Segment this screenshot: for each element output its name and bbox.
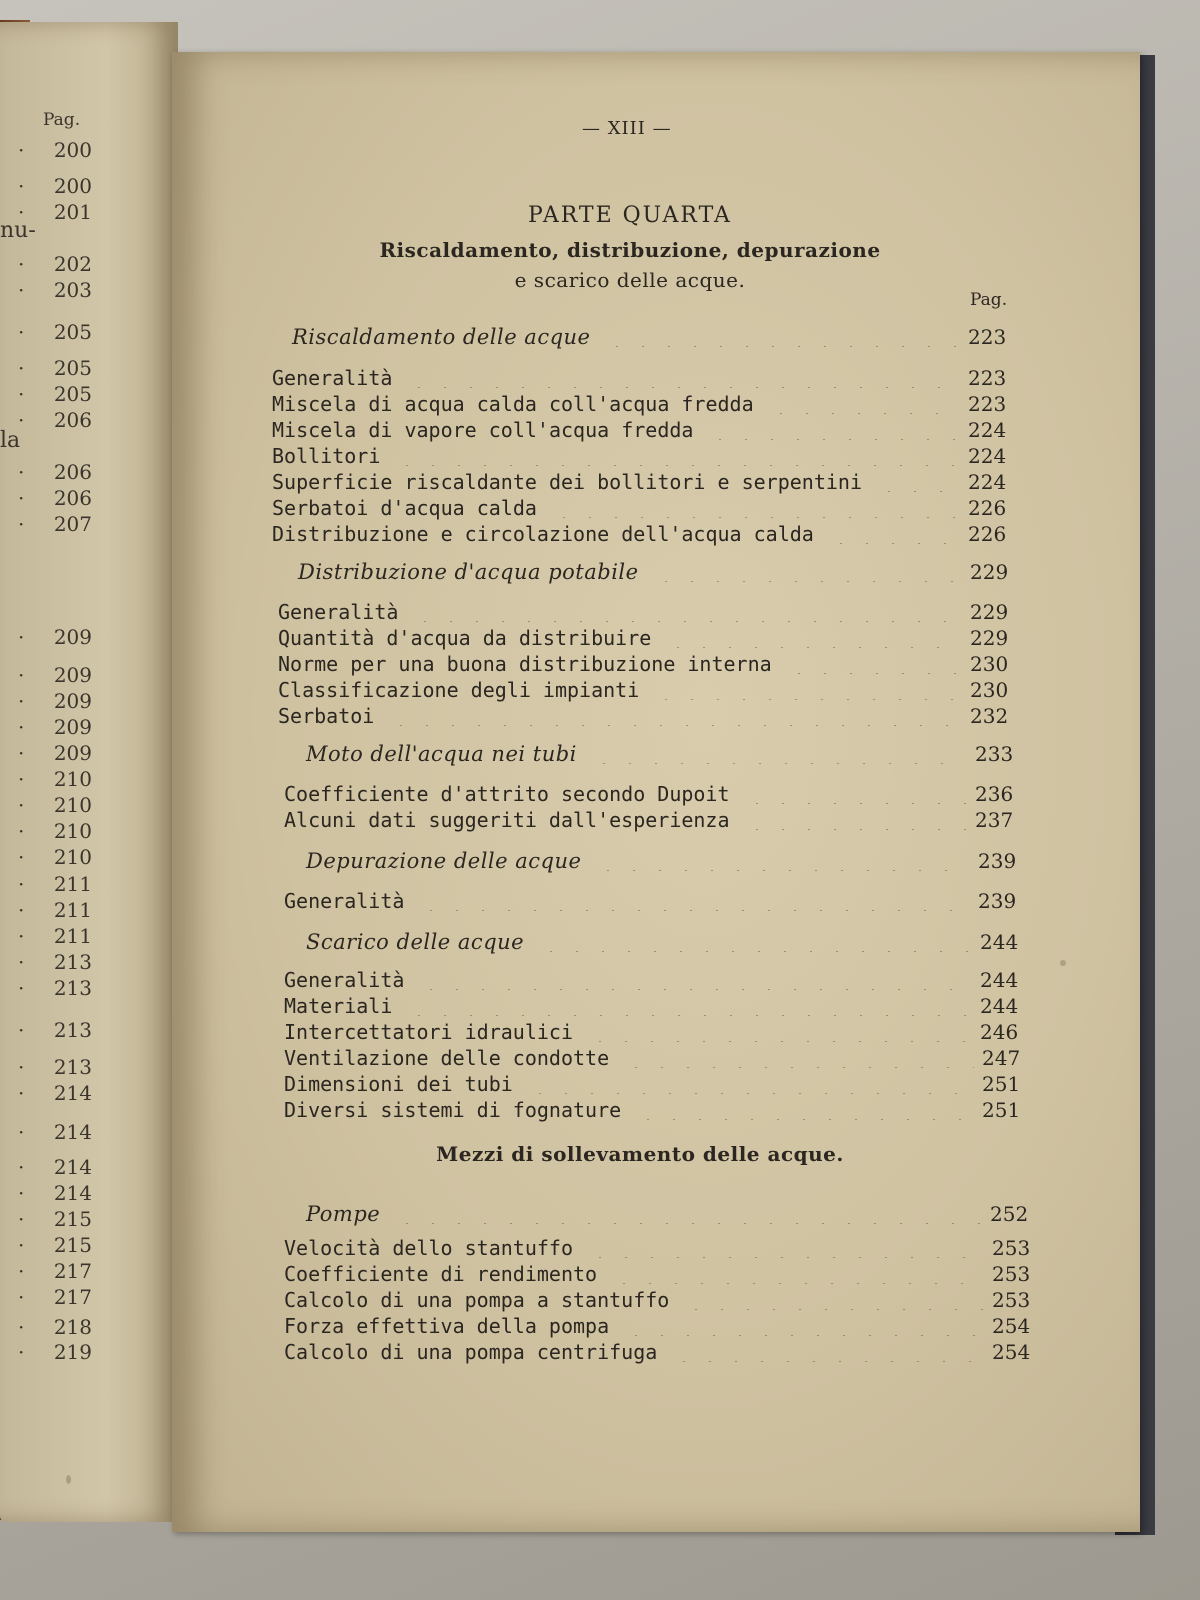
left-page-number-text: 206	[53, 486, 92, 510]
leader-dot: ·	[18, 1181, 25, 1205]
left-page-number	[18, 663, 92, 687]
left-page-number-text: 213	[53, 1018, 92, 1042]
leader-dot: ·	[18, 924, 25, 948]
leader-dot: ·	[18, 1055, 25, 1079]
leader-dot: ·	[18, 898, 25, 922]
toc-entry-page: 229	[970, 626, 1009, 650]
left-page-number-text: 200	[53, 138, 92, 162]
dot-leader	[406, 366, 960, 388]
left-page-header: Pag.	[43, 110, 81, 130]
leader-dot: ·	[18, 976, 25, 1000]
toc-entry-page: 239	[978, 849, 1017, 873]
dot-leader	[595, 849, 970, 871]
toc-entry-title: Depurazione delle acque	[306, 849, 582, 873]
toc-entry-page: 252	[990, 1202, 1029, 1226]
toc-entry-title: Generalità	[284, 968, 405, 992]
leader-dot: ·	[18, 408, 25, 432]
dot-leader	[394, 444, 960, 466]
left-page-number-text: 202	[53, 252, 92, 276]
left-page-number	[18, 976, 92, 1000]
dot-leader	[707, 418, 960, 440]
left-page-number	[18, 1018, 92, 1042]
left-page-number-text: 205	[53, 382, 92, 406]
toc-entry	[284, 782, 1025, 808]
toc-entry-title: Scarico delle acque	[306, 930, 525, 954]
left-page-number-text: 215	[53, 1207, 92, 1231]
toc-entry-title: Norme per una buona distribuzione interna	[278, 652, 772, 676]
left-page-number	[18, 625, 92, 649]
left-page-number-text: 210	[53, 767, 92, 791]
toc-entry-page: 229	[970, 600, 1009, 624]
dot-leader	[786, 652, 962, 674]
toc-entry-page: 244	[980, 930, 1019, 954]
toc-entry	[284, 1288, 1042, 1314]
toc-section-heading	[298, 560, 1020, 586]
left-page-number	[18, 1155, 92, 1179]
left-page-number	[18, 741, 92, 765]
dot-leader	[744, 808, 967, 830]
left-page-number	[18, 793, 92, 817]
left-page-number	[18, 1120, 92, 1144]
left-page-number	[18, 845, 92, 869]
dot-leader	[828, 522, 960, 544]
left-page-number-text: 214	[53, 1155, 92, 1179]
toc-entry	[272, 444, 1018, 470]
section-title-pumps: Mezzi di sollevamento delle acque.	[436, 1142, 844, 1166]
leader-dot: ·	[18, 1207, 25, 1231]
left-page-number-text: 218	[53, 1315, 92, 1339]
toc-entry-page: 253	[992, 1262, 1031, 1286]
left-page-number-text: 214	[53, 1181, 92, 1205]
toc-entry-page: 224	[968, 444, 1007, 468]
toc-entry-page: 251	[982, 1072, 1021, 1096]
left-page-number	[18, 715, 92, 739]
leader-dot: ·	[18, 741, 25, 765]
toc-entry	[284, 1314, 1042, 1340]
toc-entry-title: Superficie riscaldante dei bollitori e serpentini	[272, 470, 863, 494]
dot-leader	[623, 1314, 984, 1336]
toc-entry	[284, 1072, 1032, 1098]
toc-section-heading	[306, 930, 1030, 956]
left-page-number-text: 211	[53, 898, 92, 922]
dot-leader	[587, 1236, 984, 1258]
toc-entry	[278, 626, 1020, 652]
left-page-number	[18, 382, 92, 406]
left-page-number	[18, 278, 92, 302]
toc-section-heading	[306, 849, 1028, 875]
left-page-number-text: 214	[53, 1081, 92, 1105]
left-page-number-text: 205	[53, 356, 92, 380]
leader-dot: ·	[18, 1233, 25, 1257]
toc-entry	[278, 704, 1020, 730]
toc-entry-page: 229	[970, 560, 1009, 584]
leader-dot: ·	[18, 872, 25, 896]
left-page-number-text: 203	[53, 278, 92, 302]
left-page-number-text: 209	[53, 715, 92, 739]
left-page-number	[18, 356, 92, 380]
left-page-number	[18, 898, 92, 922]
left-page-number	[18, 252, 92, 276]
dot-leader	[388, 704, 962, 726]
toc-entry-title: Quantità d'acqua da distribuire	[278, 626, 652, 650]
toc-entry-page: 232	[970, 704, 1009, 728]
leader-dot: ·	[18, 1081, 25, 1105]
left-page-number-text: 209	[53, 689, 92, 713]
toc-entry	[284, 1020, 1030, 1046]
toc-entry-title: Distribuzione e circolazione dell'acqua calda	[272, 522, 814, 546]
leader-dot: ·	[18, 950, 25, 974]
toc-entry	[272, 418, 1018, 444]
toc-entry	[278, 600, 1020, 626]
left-page-number	[18, 138, 92, 162]
leader-dot: ·	[18, 200, 25, 224]
toc-entry-title: Generalità	[284, 889, 405, 913]
left-page-number-text: 213	[53, 976, 92, 1000]
left-page-number-text: 206	[53, 460, 92, 484]
toc-entry-title: Serbatoi d'acqua calda	[272, 496, 537, 520]
toc-entry-page: 226	[968, 522, 1007, 546]
left-page-number	[18, 408, 92, 432]
left-page-number	[18, 767, 92, 791]
left-page-number	[18, 460, 92, 484]
toc-entry-title: Forza effettiva della pompa	[284, 1314, 610, 1338]
dot-leader	[876, 470, 960, 492]
left-page-number-text: 207	[53, 512, 92, 536]
paper-speck	[66, 1475, 71, 1484]
left-page-number	[18, 1259, 92, 1283]
leader-dot: ·	[18, 663, 25, 687]
toc-entry-title: Pompe	[306, 1202, 381, 1226]
section-title-line2: e scarico delle acque.	[514, 268, 746, 292]
toc-entry-title: Velocità dello stantuffo	[284, 1236, 573, 1260]
toc-entry-title: Serbatoi	[278, 704, 375, 728]
leader-dot: ·	[18, 486, 25, 510]
left-page-number-text: 210	[53, 793, 92, 817]
leader-dot: ·	[18, 689, 25, 713]
toc-entry	[272, 522, 1018, 548]
toc-entry-page: 230	[970, 678, 1009, 702]
leader-dot: ·	[18, 252, 25, 276]
toc-entry-page: 244	[980, 968, 1019, 992]
toc-section-heading	[292, 325, 1018, 351]
toc-entry-title: Generalità	[278, 600, 399, 624]
leader-dot: ·	[18, 278, 25, 302]
toc-entry	[284, 889, 1028, 915]
left-page-number	[18, 512, 92, 536]
toc-entry-page: 233	[975, 742, 1014, 766]
leader-dot: ·	[18, 819, 25, 843]
left-page-number	[18, 924, 92, 948]
left-page-number-text: 211	[53, 924, 92, 948]
left-page-fragment: nu-	[0, 218, 36, 243]
left-page-number-text: 210	[53, 819, 92, 843]
leader-dot: ·	[18, 1340, 25, 1364]
left-page-number-text: 209	[53, 663, 92, 687]
left-page-number-text: 201	[53, 200, 92, 224]
toc-entry-title: Generalità	[272, 366, 393, 390]
left-page-number	[18, 174, 92, 198]
toc-entry	[272, 392, 1018, 418]
toc-entry-page: 223	[968, 392, 1007, 416]
left-page-number	[18, 1233, 92, 1257]
toc-entry	[284, 1098, 1032, 1124]
left-page-fragment: la	[0, 428, 21, 453]
toc-entry-title: Bollitori	[272, 444, 381, 468]
toc-entry-title: Calcolo di una pompa a stantuffo	[284, 1288, 670, 1312]
leader-dot: ·	[18, 512, 25, 536]
left-page-number-text: 213	[53, 950, 92, 974]
toc-entry	[284, 1262, 1042, 1288]
left-page-number-text: 211	[53, 872, 92, 896]
dot-leader	[653, 678, 962, 700]
toc-entry-title: Classificazione degli impianti	[278, 678, 640, 702]
toc-entry	[272, 470, 1018, 496]
dot-leader	[418, 968, 972, 990]
left-page-number-text: 215	[53, 1233, 92, 1257]
left-page-number	[18, 1315, 92, 1339]
left-page-number	[18, 1181, 92, 1205]
left-page-number-text: 209	[53, 741, 92, 765]
toc-entry-page: 230	[970, 652, 1009, 676]
left-page-number	[18, 1081, 92, 1105]
leader-dot: ·	[18, 1120, 25, 1144]
leader-dot: ·	[18, 793, 25, 817]
toc-entry	[272, 496, 1018, 522]
leader-dot: ·	[18, 174, 25, 198]
toc-entry-page: 254	[992, 1314, 1031, 1338]
left-page-number	[18, 200, 92, 224]
leader-dot: ·	[18, 1315, 25, 1339]
left-page-number	[18, 1340, 92, 1364]
dot-leader	[591, 742, 967, 764]
left-page-number-text: 217	[53, 1259, 92, 1283]
dot-leader	[653, 560, 962, 582]
dot-leader	[394, 1202, 982, 1224]
toc-entry-page: 224	[968, 470, 1007, 494]
dot-leader	[768, 392, 960, 414]
left-page-number	[18, 872, 92, 896]
toc-entry-title: Dimensioni dei tubi	[284, 1072, 513, 1096]
leader-dot: ·	[18, 1155, 25, 1179]
toc-entry	[284, 968, 1030, 994]
toc-entry-title: Intercettatori idraulici	[284, 1020, 573, 1044]
part-title: PARTE QUARTA	[528, 203, 732, 228]
toc-section-heading	[306, 742, 1025, 768]
toc-entry	[284, 1236, 1042, 1262]
dot-leader	[418, 889, 970, 911]
leader-dot: ·	[18, 1018, 25, 1042]
leader-dot: ·	[18, 845, 25, 869]
left-page-number-text: 219	[53, 1340, 92, 1364]
dot-leader	[587, 1020, 972, 1042]
leader-dot: ·	[18, 460, 25, 484]
toc-entry-title: Coefficiente di rendimento	[284, 1262, 598, 1286]
dot-leader	[635, 1098, 974, 1120]
toc-entry-page: 253	[992, 1236, 1031, 1260]
toc-entry-title: Alcuni dati suggeriti dall'esperienza	[284, 808, 730, 832]
toc-entry-page: 254	[992, 1340, 1031, 1364]
toc-section-heading	[306, 1202, 1040, 1228]
toc-entry	[284, 994, 1030, 1020]
dot-leader	[665, 626, 962, 648]
toc-entry	[278, 652, 1020, 678]
leader-dot: ·	[18, 356, 25, 380]
leader-dot: ·	[18, 767, 25, 791]
toc-entry-page: 244	[980, 994, 1019, 1018]
left-page-number-text: 200	[53, 174, 92, 198]
leader-dot: ·	[18, 320, 25, 344]
paper-speck	[1060, 960, 1066, 966]
left-page-number-text: 206	[53, 408, 92, 432]
left-page-number	[18, 1285, 92, 1309]
toc-entry	[278, 678, 1020, 704]
toc-entry-title: Ventilazione delle condotte	[284, 1046, 610, 1070]
toc-entry-page: 223	[968, 325, 1007, 349]
left-page-number-text: 205	[53, 320, 92, 344]
toc-entry-title: Moto dell'acqua nei tubi	[306, 742, 577, 766]
left-page-number-text: 209	[53, 625, 92, 649]
left-page-number	[18, 689, 92, 713]
toc-entry-page: 239	[978, 889, 1017, 913]
dot-leader	[611, 1262, 984, 1284]
leader-dot: ·	[18, 715, 25, 739]
dot-leader	[551, 496, 960, 518]
dot-leader	[412, 600, 962, 622]
toc-entry-page: 247	[982, 1046, 1021, 1070]
toc-entry-page: 253	[992, 1288, 1031, 1312]
toc-entry-page: 246	[980, 1020, 1019, 1044]
left-page-number-text: 217	[53, 1285, 92, 1309]
dot-leader	[671, 1340, 984, 1362]
toc-entry	[284, 1046, 1032, 1072]
leader-dot: ·	[18, 625, 25, 649]
dot-leader	[527, 1072, 974, 1094]
page-column-label: Pag.	[970, 290, 1008, 310]
dot-leader	[744, 782, 967, 804]
toc-entry-page: 236	[975, 782, 1014, 806]
toc-entry-title: Miscela di acqua calda coll'acqua fredda	[272, 392, 754, 416]
left-page-number	[18, 320, 92, 344]
dot-leader	[623, 1046, 974, 1068]
toc-entry-page: 223	[968, 366, 1007, 390]
left-page-number-text: 213	[53, 1055, 92, 1079]
toc-entry-page: 237	[975, 808, 1014, 832]
left-page-number	[18, 819, 92, 843]
toc-entry-title: Riscaldamento delle acque	[292, 325, 591, 349]
left-page-number	[18, 486, 92, 510]
dot-leader	[406, 994, 972, 1016]
toc-entry-title: Materiali	[284, 994, 393, 1018]
toc-entry-title: Coefficiente d'attrito secondo Dupoit	[284, 782, 730, 806]
left-page-number	[18, 1207, 92, 1231]
left-page-number-text: 210	[53, 845, 92, 869]
toc-entry-page: 251	[982, 1098, 1021, 1122]
left-page-number-text: 214	[53, 1120, 92, 1144]
leader-dot: ·	[18, 1285, 25, 1309]
left-page-number	[18, 950, 92, 974]
leader-dot: ·	[18, 1259, 25, 1283]
toc-entry-page: 224	[968, 418, 1007, 442]
leader-dot: ·	[18, 138, 25, 162]
leader-dot: ·	[18, 382, 25, 406]
toc-entry	[284, 1340, 1042, 1366]
dot-leader	[683, 1288, 984, 1310]
dot-leader	[604, 325, 960, 347]
toc-entry-title: Calcolo di una pompa centrifuga	[284, 1340, 658, 1364]
left-page-number	[18, 1055, 92, 1079]
toc-entry	[284, 808, 1025, 834]
dot-leader	[538, 930, 972, 952]
toc-entry-title: Miscela di vapore coll'acqua fredda	[272, 418, 694, 442]
page-number: — XIII —	[582, 118, 672, 139]
toc-entry-title: Diversi sistemi di fognature	[284, 1098, 622, 1122]
toc-entry-title: Distribuzione d'acqua potabile	[298, 560, 639, 584]
toc-entry	[272, 366, 1018, 392]
toc-entry-page: 226	[968, 496, 1007, 520]
section-title-line1: Riscaldamento, distribuzione, depurazione	[379, 238, 881, 262]
